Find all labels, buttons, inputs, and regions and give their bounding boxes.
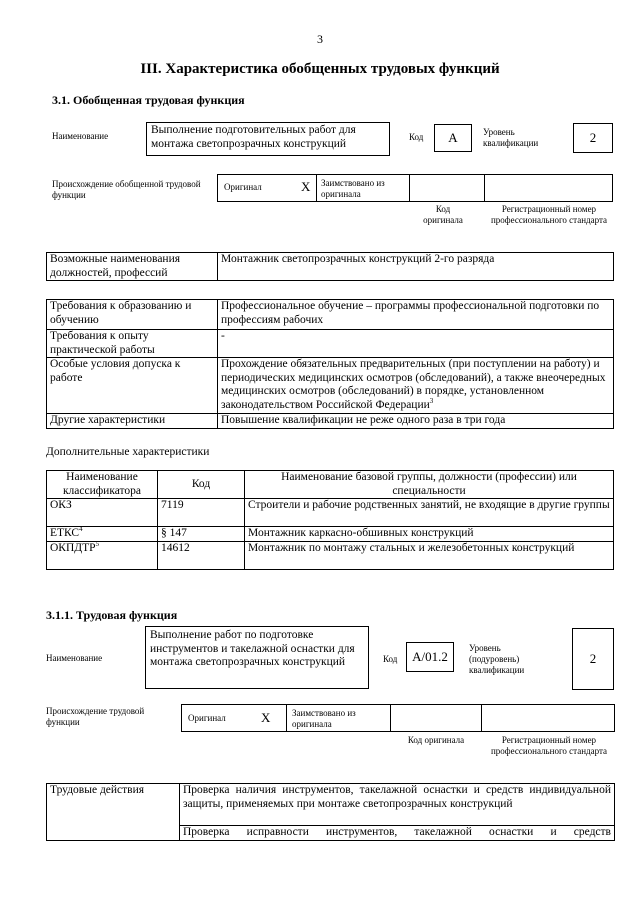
requirement-value: Профессиональное обучение – программы профессиональной подготовки по профессиям рабочих [218,300,614,330]
actions-label: Трудовые действия [47,784,180,841]
additional-header-row [47,471,614,499]
classifier-text: ЕТКС [50,527,80,539]
footnote-marker: 3 [429,396,434,405]
tf-origin-table [181,704,615,732]
code-cell: 7119 [158,499,245,527]
actions-table [46,783,615,841]
table-row [47,499,614,527]
tf-name-label: Наименование [46,653,103,663]
footnote-marker: 4 [79,525,83,534]
name-cell: Монтажник каркасно-обшивных конструкций [245,527,614,542]
requirement-label: Другие характеристики [47,414,218,429]
gtf-origin-label: Происхождение обобщенной трудовой функции [52,179,201,200]
gtf-code-value: А [434,124,472,152]
requirement-text: Прохождение обязательных предварительных (при поступлении на работу) и периодических медицинских осмотров (обследований), а также внеочередных медицинских осмотров (обследований) в порядке, установленном законодательством Российской Федерации [221,358,606,411]
table-row [47,527,614,542]
requirement-row [47,358,614,414]
code-cell: 14612 [158,541,245,569]
tf-original-mark: X [261,710,271,725]
requirement-label: Особые условия допуска к работе [47,358,218,414]
classifier-cell [47,527,158,542]
tf-reg-number-caption: Регистрационный номер профессионального стандарта [490,735,608,756]
section-title: III. Характеристика обобщенных трудовых функций [140,61,500,77]
additional-title: Дополнительные характеристики [46,446,210,458]
tf-original-label: Оригинал [188,713,226,723]
gtf-origin-table [217,174,613,202]
divider [316,175,317,201]
header-name: Наименование базовой группы, должности (профессии) или специальности [245,471,614,499]
positions-value: Монтажник светопрозрачных конструкций 2-го разряда [218,253,614,281]
name-cell: Строители и рабочие родственных занятий, не входящие в другие группы [245,499,614,527]
gtf-borrowed-label: Заимствовано из оригинала [321,178,385,199]
tf-level-value: 2 [572,628,614,690]
requirement-label: Требования к опыту практической работы [47,330,218,358]
footnote-marker: 5 [95,539,100,548]
requirement-value [218,358,614,414]
tf-level-label: Уровень (подуровень) квалификации [469,643,525,675]
action-item: Проверка наличия инструментов, такелажной оснастки и средств индивидуальной защиты, применяемых при монтаже светопрозрачных конструкций [180,784,615,826]
tf-heading: 3.1.1. Трудовая функция [46,608,178,622]
classifier-cell: ОКЗ [47,499,158,527]
requirement-label: Требования к образованию и обучению [47,300,218,330]
gtf-heading: 3.1. Обобщенная трудовая функция [52,93,245,107]
positions-label: Возможные наименования должностей, профессий [47,253,218,281]
requirement-value: - [218,330,614,358]
requirement-row [47,300,614,330]
divider [409,175,410,201]
tf-name-value: Выполнение работ по подготовке инструментов и такелажной оснастки для монтажа светопрозрачных конструкций [145,626,369,689]
tf-origin-label: Происхождение трудовой функции [46,706,145,727]
header-classifier: Наименование классификатора [47,471,158,499]
classifier-cell [47,541,158,569]
requirements-table [46,299,614,429]
action-item: Проверка исправности инструментов, такелажной оснастки и средств [180,826,615,841]
divider [481,705,482,731]
classifier-text: ОКПДТР [50,541,96,554]
requirement-row [47,414,614,429]
table-row [47,784,615,826]
code-cell: § 147 [158,527,245,542]
gtf-original-mark: X [301,179,311,194]
tf-code-value: А/01.2 [406,642,454,672]
tf-code-original-caption: Код оригинала [407,735,465,745]
additional-table [46,470,614,570]
gtf-original-label: Оригинал [224,182,262,192]
gtf-code-label: Код [409,132,424,142]
page-number: 3 [317,32,323,46]
requirement-row [47,330,614,358]
gtf-level-value: 2 [573,123,613,153]
table-row [47,541,614,569]
header-code: Код [158,471,245,499]
requirement-value: Повышение квалификации не реже одного раза в три года [218,414,614,429]
divider [484,175,485,201]
gtf-name-label: Наименование [52,131,109,141]
gtf-reg-number-caption: Регистрационный номер профессионального стандарта [490,204,608,225]
divider [286,705,287,731]
name-cell: Монтажник по монтажу стальных и железобетонных конструкций [245,541,614,569]
tf-code-label: Код [383,654,398,664]
divider [390,705,391,731]
positions-table [46,252,614,281]
gtf-level-label: Уровень квалификации [483,127,539,148]
tf-borrowed-label: Заимствовано из оригинала [292,708,356,729]
gtf-name-value: Выполнение подготовительных работ для монтажа светопрозрачных конструкций [146,122,390,156]
gtf-code-original-caption: Код оригинала [423,204,463,225]
